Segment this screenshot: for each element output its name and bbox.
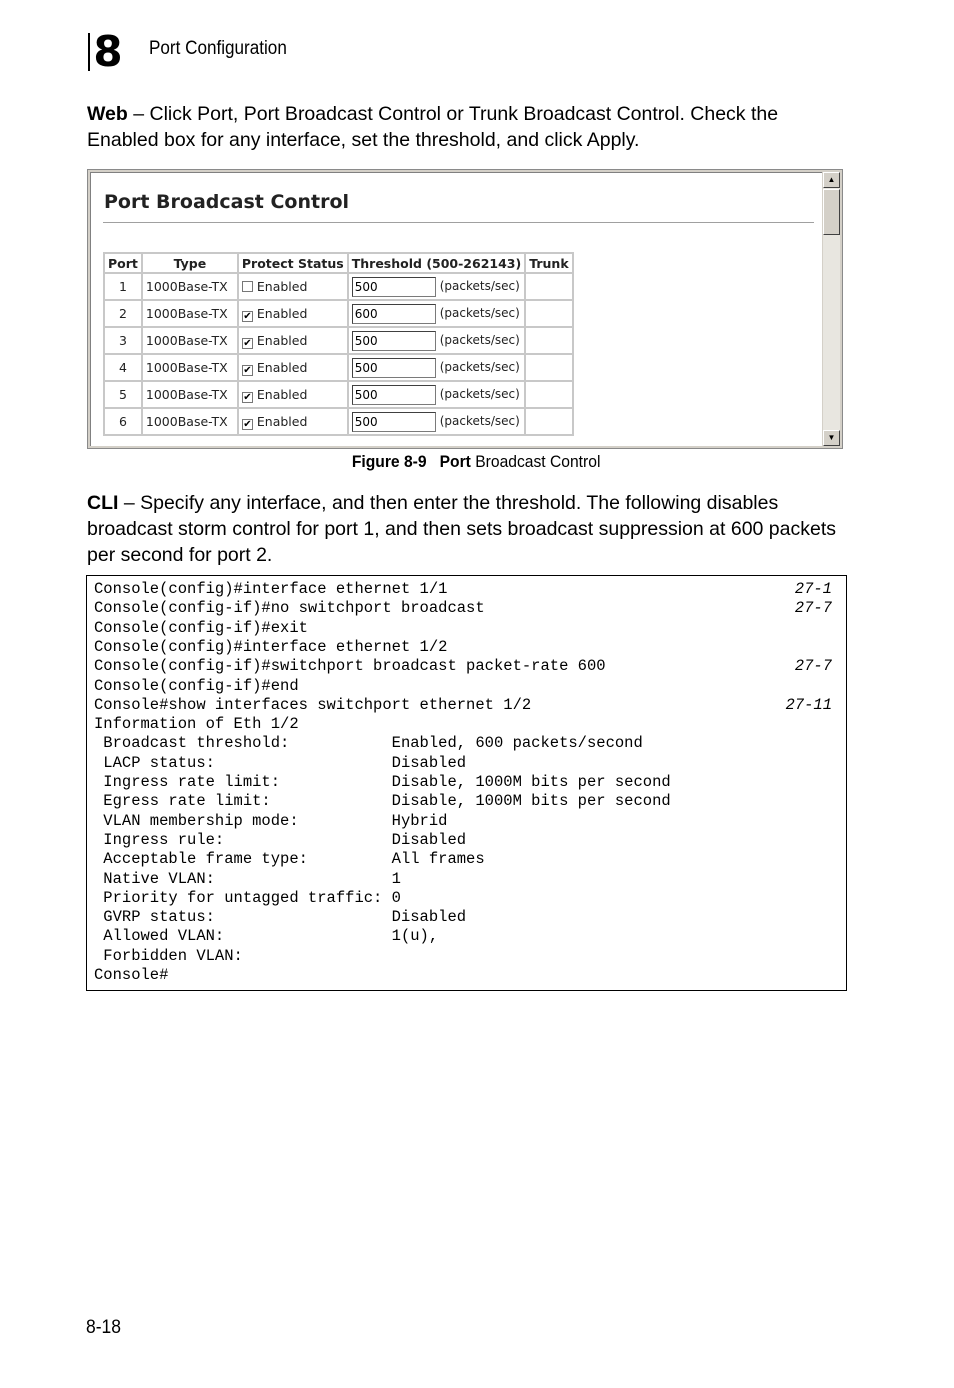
protect-status-cell xyxy=(239,274,347,299)
code-text: Console(config-if)#switchport broadcast packet-rate 600 xyxy=(94,657,606,676)
code-line xyxy=(94,850,832,869)
type-cell: 1000Base-TX xyxy=(143,301,237,326)
code-text: Allowed VLAN: 1(u), xyxy=(94,927,439,946)
command-reference: 27-7 xyxy=(794,657,832,676)
trunk-cell xyxy=(526,274,571,299)
port-broadcast-control-screenshot xyxy=(87,169,843,449)
threshold-cell xyxy=(349,274,524,299)
trunk-cell xyxy=(526,409,571,434)
threshold-cell xyxy=(349,301,524,326)
type-cell: 1000Base-TX xyxy=(143,355,237,380)
code-text: Console# xyxy=(94,966,169,984)
threshold-input[interactable] xyxy=(352,385,436,405)
port-cell: 3 xyxy=(105,328,141,353)
trunk-cell xyxy=(526,301,571,326)
protect-status-cell xyxy=(239,409,347,434)
code-text: Egress rate limit: Disable, 1000M bits per second xyxy=(94,792,671,811)
column-header-threshold: Threshold (500-262143) xyxy=(349,254,524,272)
code-line xyxy=(94,599,832,618)
type-cell: 1000Base-TX xyxy=(143,328,237,353)
enabled-label: Enabled xyxy=(256,386,308,402)
code-line xyxy=(94,657,832,676)
enabled-checkbox[interactable]: ✔ xyxy=(243,364,252,376)
code-line xyxy=(94,638,832,657)
enabled-checkbox[interactable]: ✔ xyxy=(243,310,252,322)
arrow-down-icon[interactable]: ▼ xyxy=(823,430,840,446)
code-line xyxy=(94,696,832,715)
table-row xyxy=(105,301,572,326)
trunk-cell xyxy=(526,382,571,407)
code-line xyxy=(94,580,832,599)
port-rows xyxy=(105,274,572,434)
page-number: 8-18 xyxy=(86,1317,121,1338)
column-header-trunk: Trunk xyxy=(526,254,571,272)
code-line xyxy=(94,831,832,850)
command-reference: 27-7 xyxy=(794,599,832,618)
threshold-cell xyxy=(349,382,524,407)
type-cell: 1000Base-TX xyxy=(143,274,237,299)
enabled-checkbox[interactable]: ✔ xyxy=(243,337,252,349)
cli-code-listing xyxy=(86,575,847,991)
protect-status-cell xyxy=(239,382,347,407)
table-row xyxy=(105,355,572,380)
cli-text: – Specify any interface, and then enter the threshold. The following disables broadcast storm control for port 1, and then sets broadcast suppression at 600 packets per second for port 2. xyxy=(87,492,836,566)
threshold-input[interactable] xyxy=(352,277,436,297)
trunk-cell xyxy=(526,328,571,353)
port-cell: 5 xyxy=(105,382,141,407)
code-line xyxy=(94,619,832,638)
code-text: Priority for untagged traffic: 0 xyxy=(94,888,401,907)
threshold-input[interactable] xyxy=(352,412,436,432)
port-broadcast-table xyxy=(103,252,574,436)
column-header-type: Type xyxy=(143,254,237,272)
code-text: GVRP status: Disabled xyxy=(94,908,467,927)
code-line xyxy=(94,947,832,966)
code-text: Broadcast threshold: Enabled, 600 packets/second xyxy=(94,734,643,753)
threshold-cell xyxy=(349,355,524,380)
scrollbar-thumb[interactable] xyxy=(823,189,840,235)
threshold-input[interactable] xyxy=(352,331,436,351)
threshold-input[interactable] xyxy=(352,358,436,378)
threshold-unit: (packets/sec) xyxy=(439,279,520,293)
code-text: Console(config)#interface ethernet 1/1 xyxy=(94,580,448,598)
code-text: Console(config-if)#end xyxy=(94,676,299,695)
port-cell: 1 xyxy=(105,274,141,299)
threshold-unit: (packets/sec) xyxy=(439,387,520,401)
cli-instructions xyxy=(87,490,847,568)
web-text: – Click Port, Port Broadcast Control or Trunk Broadcast Control. Check the Enabled box for any interface, set the threshold, and click Apply. xyxy=(87,103,779,151)
code-text: Console(config-if)#exit xyxy=(94,618,308,637)
code-text: Ingress rule: Disabled xyxy=(94,830,467,849)
threshold-cell xyxy=(349,328,524,353)
threshold-unit: (packets/sec) xyxy=(439,306,520,320)
column-header-port: Port xyxy=(105,254,141,272)
threshold-unit: (packets/sec) xyxy=(439,360,520,374)
table-row xyxy=(105,382,572,407)
code-text: Acceptable frame type: All frames xyxy=(94,850,485,869)
enabled-checkbox[interactable]: ✔ xyxy=(243,418,252,430)
enabled-label: Enabled xyxy=(256,279,308,294)
code-text: VLAN membership mode: Hybrid xyxy=(94,811,448,830)
threshold-cell xyxy=(349,409,524,434)
cli-label: CLI xyxy=(87,492,119,514)
code-line xyxy=(94,677,832,696)
code-text: Console(config-if)#no switchport broadcast xyxy=(94,599,485,618)
title-divider xyxy=(103,222,814,224)
enabled-label: Enabled xyxy=(256,305,308,321)
chapter-title: Port Configuration xyxy=(149,38,287,59)
code-line xyxy=(94,889,832,908)
figure-caption xyxy=(37,452,915,472)
column-header-protect-status: Protect Status xyxy=(239,254,347,272)
code-text: Forbidden VLAN: xyxy=(94,946,243,965)
code-line xyxy=(94,812,832,831)
threshold-unit: (packets/sec) xyxy=(439,333,520,347)
type-cell: 1000Base-TX xyxy=(143,382,237,407)
vertical-scrollbar[interactable] xyxy=(823,172,840,446)
figure-bold-word: Port xyxy=(439,452,471,471)
code-line xyxy=(94,773,832,792)
command-reference: 27-11 xyxy=(785,695,832,714)
threshold-unit: (packets/sec) xyxy=(439,414,520,428)
enabled-label: Enabled xyxy=(256,359,308,375)
command-reference: 27-1 xyxy=(794,580,832,598)
code-line xyxy=(94,754,832,773)
enabled-checkbox[interactable] xyxy=(242,281,253,292)
panel-title: Port Broadcast Control xyxy=(104,191,350,213)
port-cell: 6 xyxy=(105,409,141,434)
code-line xyxy=(94,734,832,753)
code-line xyxy=(94,908,832,927)
web-instructions xyxy=(87,101,847,153)
arrow-up-icon[interactable]: ▲ xyxy=(823,172,840,188)
code-text: Information of Eth 1/2 xyxy=(94,715,299,734)
port-cell: 2 xyxy=(105,301,141,326)
enabled-label: Enabled xyxy=(256,413,308,429)
port-cell: 4 xyxy=(105,355,141,380)
code-line xyxy=(94,870,832,889)
threshold-input[interactable] xyxy=(352,304,436,324)
table-row xyxy=(105,274,572,299)
code-text: Console#show interfaces switchport ethernet 1/2 xyxy=(94,695,532,714)
enabled-checkbox[interactable]: ✔ xyxy=(243,391,252,403)
trunk-cell xyxy=(526,355,571,380)
type-cell: 1000Base-TX xyxy=(143,409,237,434)
code-line xyxy=(94,792,832,811)
screenshot-content xyxy=(90,172,822,446)
protect-status-cell xyxy=(239,355,347,380)
code-text: Console(config)#interface ethernet 1/2 xyxy=(94,637,448,656)
table-row xyxy=(105,409,572,434)
figure-label: Figure 8-9 xyxy=(351,452,427,471)
table-row xyxy=(105,328,572,353)
web-label: Web xyxy=(87,103,128,125)
figure-rest: Broadcast Control xyxy=(470,452,601,471)
code-text: Ingress rate limit: Disable, 1000M bits per second xyxy=(94,773,671,791)
code-text: LACP status: Disabled xyxy=(94,753,467,772)
enabled-label: Enabled xyxy=(256,332,308,348)
code-line xyxy=(94,927,832,946)
protect-status-cell xyxy=(239,328,347,353)
chapter-number-badge: 8 xyxy=(88,33,126,71)
code-text: Native VLAN: 1 xyxy=(94,869,401,888)
protect-status-cell xyxy=(239,301,347,326)
code-line xyxy=(94,715,832,734)
code-line xyxy=(94,966,832,985)
